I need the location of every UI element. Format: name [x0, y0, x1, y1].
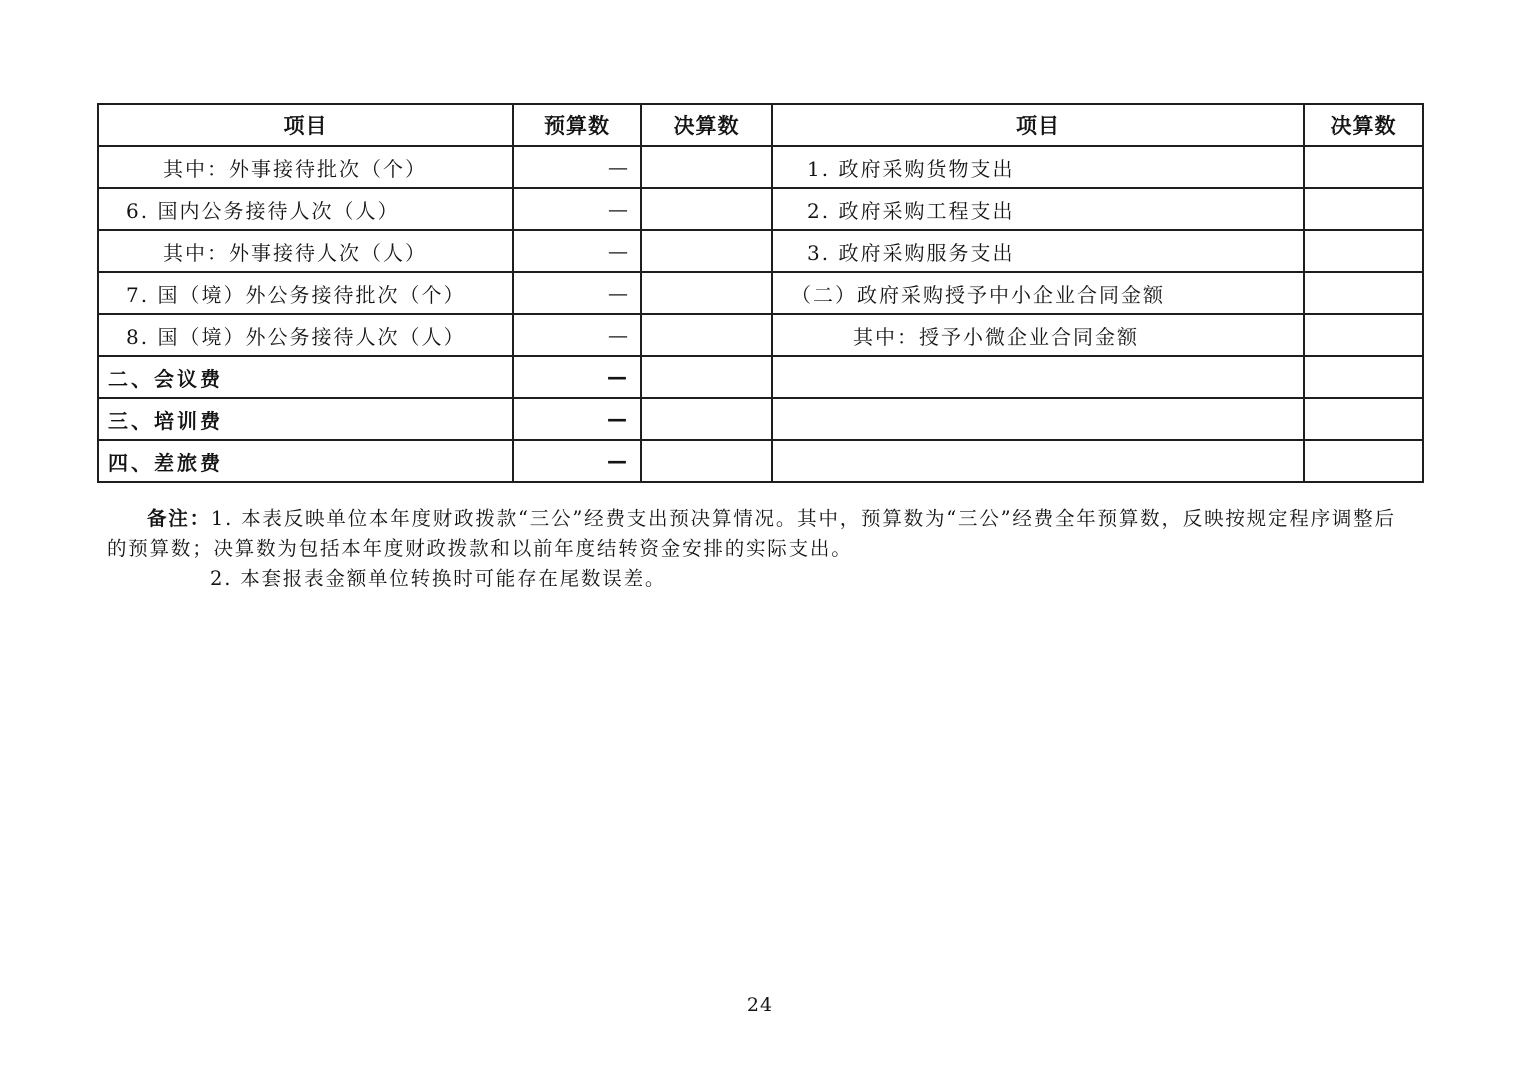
item-cell-right — [772, 440, 1304, 482]
table-row — [98, 440, 1423, 482]
table-row — [98, 188, 1423, 230]
item-cell-left: 6. 国内公务接待人次（人） — [98, 188, 513, 230]
item-cell-right: 其中：授予小微企业合同金额 — [772, 314, 1304, 356]
item-cell-left: 三、培训费 — [98, 398, 513, 440]
item-cell-left: 7. 国（境）外公务接待批次（个） — [98, 272, 513, 314]
footnote-text: 1. 本表反映单位本年度财政拨款“三公”经费支出预决算情况。其中，预算数为“三公”经费全年预算数，反映按规定程序调整后 — [210, 507, 1396, 530]
final-cell-left — [641, 398, 772, 440]
table-row — [98, 356, 1423, 398]
item-cell-right: 1. 政府采购货物支出 — [772, 146, 1304, 188]
table-row — [98, 398, 1423, 440]
item-cell-right: 3. 政府采购服务支出 — [772, 230, 1304, 272]
budget-cell: — — [513, 188, 641, 230]
item-cell-right: （二）政府采购授予中小企业合同金额 — [772, 272, 1304, 314]
final-cell-left — [641, 230, 772, 272]
budget-cell: — — [513, 230, 641, 272]
footnotes — [107, 504, 1417, 594]
item-cell-right: 2. 政府采购工程支出 — [772, 188, 1304, 230]
final-cell-right — [1304, 272, 1423, 314]
budget-cell: — — [513, 314, 641, 356]
final-cell-left — [641, 188, 772, 230]
final-cell-right — [1304, 440, 1423, 482]
table-header-row — [98, 104, 1423, 146]
table-row — [98, 272, 1423, 314]
budget-cell: — — [513, 146, 641, 188]
header-budget: 预算数 — [513, 104, 641, 146]
header-item-right: 项目 — [772, 104, 1304, 146]
final-cell-right — [1304, 188, 1423, 230]
header-final-right: 决算数 — [1304, 104, 1423, 146]
final-cell-left — [641, 440, 772, 482]
item-cell-right — [772, 398, 1304, 440]
item-cell-left: 8. 国（境）外公务接待人次（人） — [98, 314, 513, 356]
header-item-left: 项目 — [98, 104, 513, 146]
budget-cell: — — [513, 272, 641, 314]
final-cell-right — [1304, 398, 1423, 440]
item-cell-left: 其中：外事接待人次（人） — [98, 230, 513, 272]
three-public-expenses-table — [97, 103, 1424, 483]
table-row — [98, 314, 1423, 356]
page-number: 24 — [746, 994, 774, 1016]
final-cell-right — [1304, 356, 1423, 398]
table-row — [98, 230, 1423, 272]
final-cell-left — [641, 356, 772, 398]
final-cell-right — [1304, 314, 1423, 356]
budget-cell: — — [513, 356, 641, 398]
footnote-label: 备注： — [147, 507, 211, 530]
budget-cell: — — [513, 398, 641, 440]
final-cell-right — [1304, 146, 1423, 188]
item-cell-left: 二、会议费 — [98, 356, 513, 398]
footnote-line: 2. 本套报表金额单位转换时可能存在尾数误差。 — [210, 567, 667, 590]
item-cell-left: 其中：外事接待批次（个） — [98, 146, 513, 188]
footnote-line — [107, 504, 1417, 534]
budget-cell: — — [513, 440, 641, 482]
final-cell-right — [1304, 230, 1423, 272]
item-cell-left: 四、差旅费 — [98, 440, 513, 482]
final-cell-left — [641, 314, 772, 356]
final-cell-left — [641, 272, 772, 314]
item-cell-right — [772, 356, 1304, 398]
footnote-line: 的预算数；决算数为包括本年度财政拨款和以前年度结转资金安排的实际支出。 — [107, 537, 853, 560]
header-final-left: 决算数 — [641, 104, 772, 146]
final-cell-left — [641, 146, 772, 188]
table-row — [98, 146, 1423, 188]
